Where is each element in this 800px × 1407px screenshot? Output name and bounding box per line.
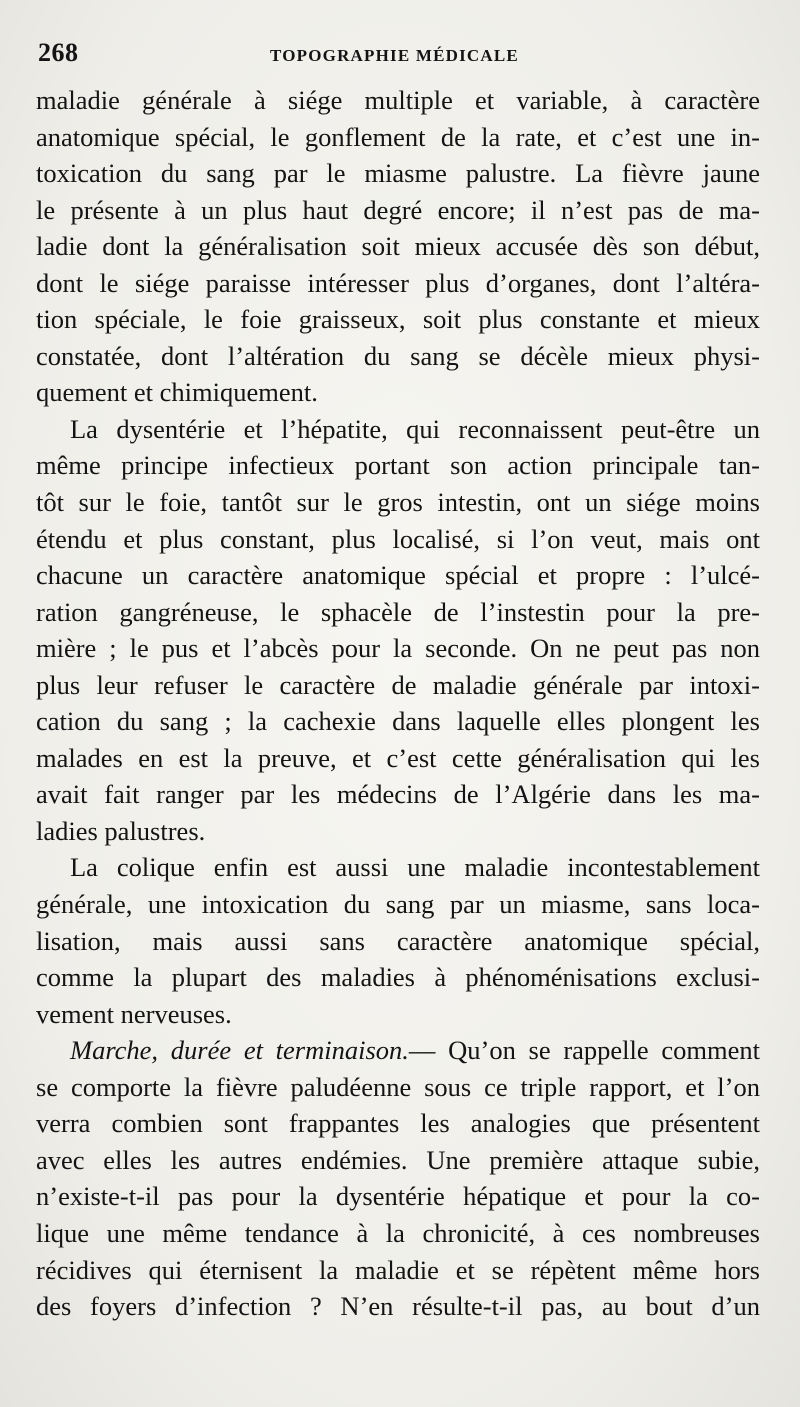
text-line: tion spéciale, le foie graisseux, soit plus constante et mieux xyxy=(36,304,760,335)
text-line: La dysentérie et l’hépatite, qui reconnaissent peut-être un xyxy=(70,413,760,444)
text-line: malades en est la preuve, et c’est cette généralisation qui les xyxy=(36,742,760,773)
text-line: lisation, mais aussi sans caractère anatomique spécial, xyxy=(36,925,760,956)
text-line: même principe infectieux portant son action principale tan- xyxy=(36,450,760,481)
text-line: — Qu’on se rappelle comment xyxy=(408,1035,760,1066)
text-line: tôt sur le foie, tantôt sur le gros intestin, ont un siége moins xyxy=(36,487,760,518)
text-line: se comporte la fièvre paludéenne sous ce triple rapport, et l’on xyxy=(36,1071,760,1102)
text-line: générale, une intoxication du sang par un miasme, sans loca- xyxy=(36,889,760,920)
text-line: plus leur refuser le caractère de maladie générale par intoxi- xyxy=(36,669,760,700)
text-line: dont le siége paraisse intéresser plus d’organes, dont l’altéra- xyxy=(36,267,760,298)
page-header xyxy=(38,38,758,78)
text-line: La colique enfin est aussi une maladie incontestablement xyxy=(70,852,760,883)
section-heading: Marche, durée et terminaison. xyxy=(70,1035,409,1066)
text-line: mière ; le pus et l’abcès pour la seconde. On ne peut pas non xyxy=(36,633,760,664)
text-line: maladie générale à siége multiple et variable, à caractère xyxy=(36,85,760,115)
text-line: ladie dont la généralisation soit mieux accusée dès son début, xyxy=(36,231,760,262)
page-number: 268 xyxy=(38,38,79,67)
text-line: ration gangréneuse, le sphacèle de l’instestin pour la pre- xyxy=(36,596,760,627)
text-line: constatée, dont l’altération du sang se décèle mieux physi- xyxy=(36,340,760,371)
text-line: verra combien sont frappantes les analogies que présentent xyxy=(36,1108,760,1139)
text-line: n’existe-t-il pas pour la dysentérie hépatique et pour la co- xyxy=(36,1181,760,1212)
text-line: ladies palustres. xyxy=(36,815,206,846)
text-line: chacune un caractère anatomique spécial et propre : l’ulcé- xyxy=(36,560,760,591)
text-line: cation du sang ; la cachexie dans laquelle elles plongent les xyxy=(36,706,760,737)
text-line-with-heading xyxy=(36,1032,760,1069)
text-line: récidives qui éternisent la maladie et se répètent même hors xyxy=(36,1254,760,1285)
text-line: quement et chimiquement. xyxy=(36,377,318,408)
body-text xyxy=(36,82,760,1325)
running-head: TOPOGRAPHIE MÉDICALE xyxy=(270,46,519,65)
text-line: lique une même tendance à la chronicité, à ces nombreuses xyxy=(36,1217,760,1248)
text-line: avait fait ranger par les médecins de l’Algérie dans les ma- xyxy=(36,779,760,810)
text-line: vement nerveuses. xyxy=(36,998,232,1029)
text-line: comme la plupart des maladies à phénoménisations exclusi- xyxy=(36,962,760,993)
text-line: toxication du sang par le miasme palustre. La fièvre jaune xyxy=(36,158,760,189)
text-line: étendu et plus constant, plus localisé, si l’on veut, mais ont xyxy=(36,523,760,554)
text-line: des foyers d’infection ? N’en résulte-t-il pas, au bout d’un xyxy=(36,1291,760,1322)
text-line: anatomique spécial, le gonflement de la rate, et c’est une in- xyxy=(36,121,760,152)
text-line: avec elles les autres endémies. Une première attaque subie, xyxy=(36,1144,760,1175)
text-line: le présente à un plus haut degré encore; il n’est pas de ma- xyxy=(36,194,760,225)
